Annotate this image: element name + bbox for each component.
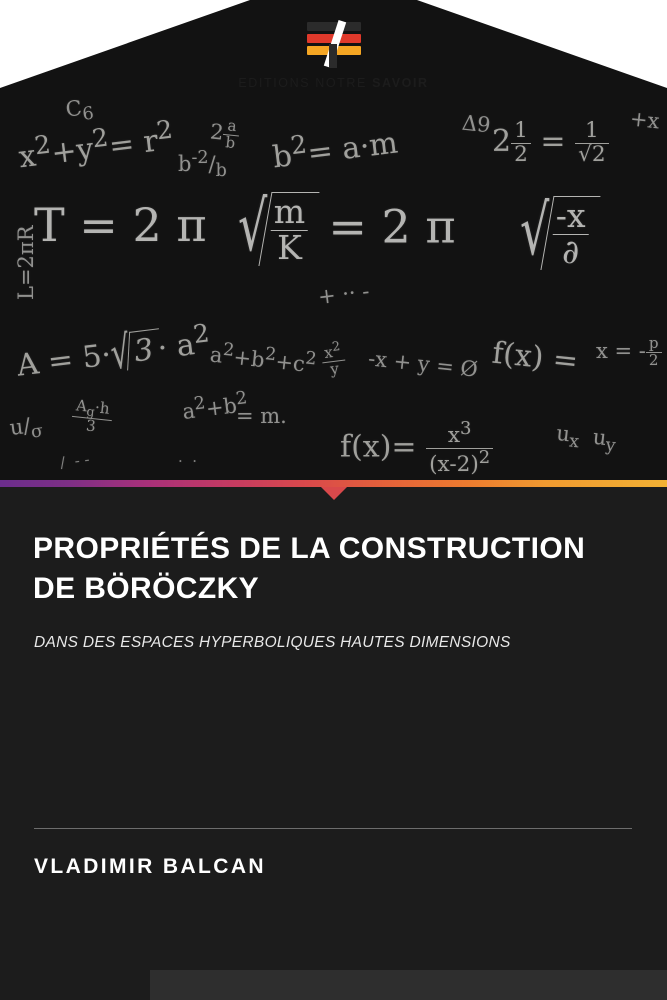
book-subtitle: DANS DES ESPACES HYPERBOLIQUES HAUTES DIMENSIONS [34,634,511,651]
chalk-formula: $\frac{x^2}{y}$ [320,339,347,379]
chalk-formula: $x^2+y^2= r^2$ [16,114,175,176]
author-divider [34,828,632,829]
chalk-formula: $u/_\sigma$ [8,413,45,443]
cover-text-area [0,487,667,1000]
book-logo-icon [307,22,361,68]
divider-notch-icon [321,487,347,500]
chalk-formula: 2 $\frac{1}{2}$ = $\frac{1}{√2}$ [492,120,609,166]
publisher-name-bold: SAVOIR [372,76,429,90]
chalk-formula: $u_x$ $u_y$ [555,420,617,457]
chalk-formula: $C_6$ [64,95,95,125]
footer-band [150,970,667,1000]
publisher-name [0,76,667,90]
chalk-formula: · · [178,452,198,470]
publisher-block [0,22,667,90]
chalk-formula: -x + y = Ø [367,346,479,382]
chalk-formula: √ $\frac{m}{K}$ = 2 π [238,185,456,267]
chalk-formula: 2 $\frac{a}{b}$ [208,116,238,152]
chalk-formula: / - - [59,450,91,472]
chalk-formula: $\frac{A_g\cdot h}{3}$ [70,398,113,437]
chalk-formula: = m. [236,404,287,428]
chalk-formula: √ $\frac{-x}{\partial}$ [520,196,594,270]
chalk-formula: x = - $\frac{p}{2}$ [596,336,662,369]
chalk-formula: $b^2= a\cdot m$ [270,125,400,176]
chalkboard-artwork [0,0,667,480]
accent-divider [0,480,667,487]
chalk-formula: $A = 5\cdot√3\cdot a^2$ [15,318,211,384]
chalk-formula: Δ9 [460,110,492,138]
chalk-formula: L=2πR [14,225,38,300]
chalk-formula: $b^{-2}/_b$ [178,148,227,182]
chalk-formula: f(x) = [490,335,580,380]
chalk-formula: $a^2+b^2+c^2$ [208,339,318,377]
publisher-name-prefix: EDITIONS NOTRE [238,76,373,90]
chalk-formula: + ·· - [316,278,371,310]
chalk-formula: T = 2 π [34,198,207,252]
book-title: PROPRIÉTÉS DE LA CONSTRUCTION DE BÖRÖCZKY [33,532,586,605]
book-author: VLADIMIR BALCAN [34,855,266,878]
chalk-formula: +x [628,106,661,134]
chalk-formula: f(x)= $\frac{x^3}{(x-2)^2}$ [340,420,493,477]
chalk-formula: $a^2+b^2$ [181,388,249,424]
